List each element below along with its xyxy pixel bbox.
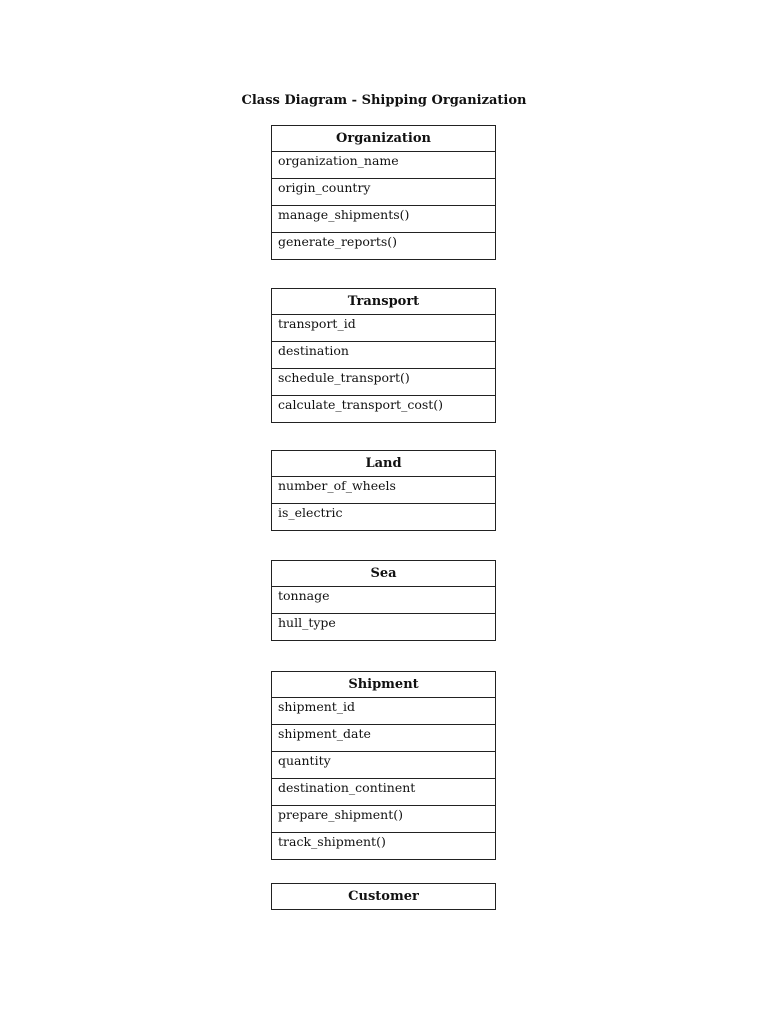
class-transport bbox=[271, 288, 496, 423]
class-member: transport_id bbox=[272, 314, 495, 341]
class-shipment bbox=[271, 671, 496, 860]
class-sea bbox=[271, 560, 496, 641]
class-member: origin_country bbox=[272, 178, 495, 205]
diagram-title: Class Diagram - Shipping Organization bbox=[241, 93, 527, 108]
class-member: tonnage bbox=[272, 586, 495, 613]
class-member: destination_continent bbox=[272, 778, 495, 805]
class-member: calculate_transport_cost() bbox=[272, 395, 495, 422]
class-name: Shipment bbox=[348, 677, 419, 692]
class-customer bbox=[271, 883, 496, 910]
class-member: quantity bbox=[272, 751, 495, 778]
class-member: destination bbox=[272, 341, 495, 368]
class-member: is_electric bbox=[272, 503, 495, 530]
class-land bbox=[271, 450, 496, 531]
class-member: prepare_shipment() bbox=[272, 805, 495, 832]
class-member: organization_name bbox=[272, 151, 495, 178]
class-member: shipment_date bbox=[272, 724, 495, 751]
class-member: schedule_transport() bbox=[272, 368, 495, 395]
class-name: Transport bbox=[347, 294, 420, 309]
class-name: Land bbox=[365, 456, 402, 471]
class-member: generate_reports() bbox=[272, 232, 495, 259]
class-organization bbox=[271, 125, 496, 260]
class-name: Organization bbox=[336, 131, 431, 146]
class-member: number_of_wheels bbox=[272, 476, 495, 503]
class-member: manage_shipments() bbox=[272, 205, 495, 232]
class-name: Customer bbox=[348, 889, 419, 904]
class-member: shipment_id bbox=[272, 697, 495, 724]
class-member: hull_type bbox=[272, 613, 495, 640]
class-member: track_shipment() bbox=[272, 832, 495, 859]
class-name: Sea bbox=[370, 566, 397, 581]
